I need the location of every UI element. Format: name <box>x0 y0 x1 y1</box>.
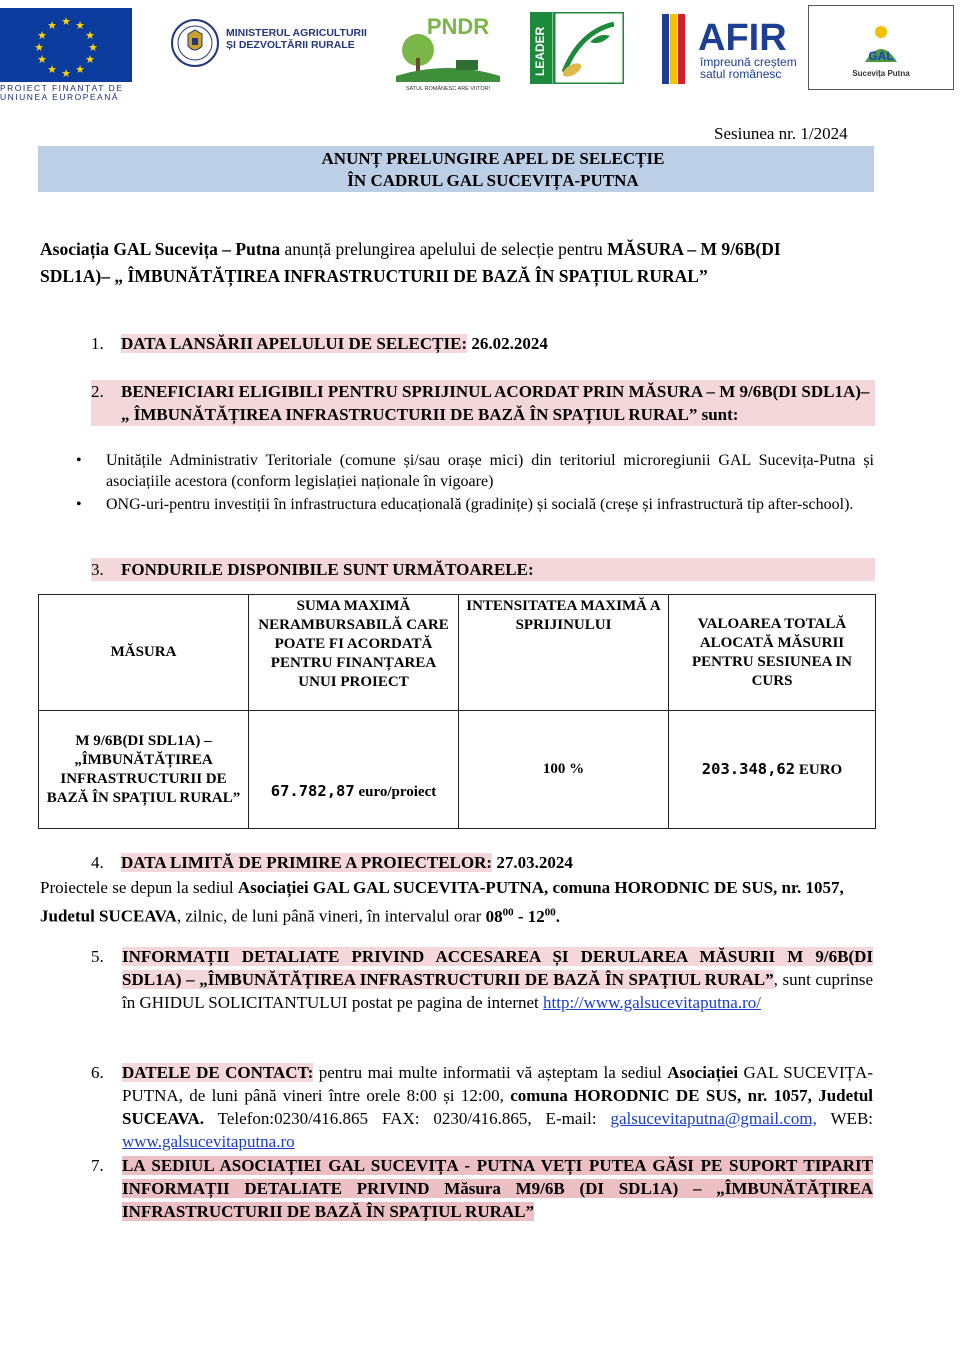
ministry-line-1: MINISTERUL AGRICULTURII <box>226 27 367 39</box>
section-4-address: Asociației GAL GAL SUCEVITA-PUTNA, comuna HORODNIC DE SUS, nr. 1057, Judetul SUCEAVA <box>40 878 844 926</box>
hour-start: 08 <box>485 906 503 926</box>
afir-logo <box>660 10 808 88</box>
section-6-number: 6. <box>91 1063 104 1082</box>
section-6-address: comuna HORODNIC DE SUS, nr. 1057, Judetul SUCEAVA. <box>122 1086 873 1128</box>
email-link[interactable]: galsucevitaputna@gmail.com, <box>610 1109 817 1128</box>
svg-text:★: ★ <box>37 29 47 42</box>
table-header-measure: MĂSURA <box>39 595 249 711</box>
max-amount-unit: euro/proiect <box>354 784 437 800</box>
hour-dash: - <box>513 906 528 926</box>
total-value: 203.348,62 <box>701 759 796 778</box>
gal-logo-icon <box>809 6 953 89</box>
section-5 <box>91 945 873 1014</box>
section-5-label: INFORMAȚII DETALIATE PRIVIND ACCESAREA ȘI DERULAREA MĂSURII M 9/6B(DI SDL1A) – „ÎMBUNĂTĂȚIREA INFRASTRUCTURII DE BAZĂ ÎN SPAȚIUL RURAL” <box>122 947 873 989</box>
gal-label: Sucevița Putna <box>852 69 910 78</box>
intro-org: Asociația GAL Sucevița – Putna <box>40 239 281 259</box>
svg-text:★: ★ <box>34 41 44 54</box>
table-header-row <box>39 595 876 711</box>
total-unit: EURO <box>795 761 843 778</box>
section-6-text-2: GAL SUCEVIȚA- PUTNA, de luni până vineri între orele 8:00 și 12:00, <box>122 1063 873 1105</box>
intro-measure: MĂSURA – M 9/6B(DI SDL1A)– „ ÎMBUNĂTĂȚIREA INFRASTRUCTURII DE BAZĂ ÎN SPAȚIUL RURAL” <box>40 239 781 286</box>
eu-caption-line-1: PROIECT FINANȚAT DE <box>0 83 124 93</box>
leader-icon <box>530 12 624 84</box>
intro-text: anunță prelungirea apelului de selecție pentru <box>280 239 608 259</box>
hour-end: 12 <box>527 906 545 926</box>
section-2-label: BENEFICIARI ELIGIBILI PENTRU SPRIJINUL ACORDAT PRIN MĂSURA – M 9/6B(DI SDL1A)– „ ÎMBUNĂTĂȚIREA INFRASTRUCTURII DE BAZĂ ÎN SPAȚIUL RURAL” sunt: <box>121 382 870 424</box>
title-line-2: ÎN CADRUL GAL SUCEVIȚA-PUTNA <box>347 171 639 190</box>
section-3-number: 3. <box>91 560 104 579</box>
hour-end-min: 00 <box>544 906 556 918</box>
section-2 <box>91 380 875 426</box>
section-4-number: 4. <box>91 853 104 872</box>
eu-caption-line-2: UNIUNEA EUROPEANĂ <box>0 92 120 102</box>
section-5-number: 5. <box>91 947 104 966</box>
ministry-logo <box>168 18 393 68</box>
afir-tricolor-icon <box>660 10 808 88</box>
section-4-label: DATA LIMITĂ DE PRIMIRE A PROIECTELOR: <box>121 853 493 872</box>
table-cell-measure: M 9/6B(DI SDL1A) – „ÎMBUNĂTĂȚIREA INFRASTRUCTURII DE BAZĂ ÎN SPAȚIUL RURAL” <box>39 711 249 829</box>
svg-text:★: ★ <box>75 19 85 32</box>
section-6-text-3: Telefon:0230/416.865 FAX: 0230/416.865, E-mail: <box>204 1109 611 1128</box>
eu-caption <box>0 84 132 102</box>
section-1-number: 1. <box>91 334 104 353</box>
web-link[interactable]: www.galsucevitaputna.ro <box>122 1132 295 1151</box>
table-header-max-amount: SUMA MAXIMĂ NERAMBURSABILĂ CARE POATE FI ACORDATĂ PENTRU FINANȚAREA UNUI PROIECT <box>249 595 459 711</box>
section-7-number: 7. <box>91 1156 104 1175</box>
list-item: • ONG-uri-pentru investiții în infrastructura educațională (gradinițe) și socială (creșe și infrastructură tip after-school). <box>76 494 874 515</box>
guide-link[interactable]: http://www.galsucevitaputna.ro/ <box>543 993 761 1012</box>
table-header-intensity: INTENSITATEA MAXIMĂ A SPRIJINULUI <box>459 595 669 711</box>
svg-text:GAL: GAL <box>868 49 894 63</box>
section-6-bold-1: Asociației <box>667 1063 739 1082</box>
section-4-value: 27.03.2024 <box>492 853 573 872</box>
section-6 <box>91 1061 873 1153</box>
section-1-label: DATA LANSĂRII APELULUI DE SELECȚIE: <box>121 334 468 353</box>
pndr-tree-icon <box>396 10 500 92</box>
funds-table <box>38 594 876 829</box>
afir-tagline-1: împreună creștem <box>700 55 797 69</box>
pndr-caption: SATUL ROMÂNESC ARE VIITOR! <box>405 86 491 92</box>
leader-logo <box>530 12 624 84</box>
section-7 <box>91 1154 873 1223</box>
intro-paragraph <box>40 236 840 290</box>
section-6-text-1: pentru mai multe informatii vă așteptam la sediul <box>313 1063 668 1082</box>
pndr-logo <box>396 10 500 92</box>
page-title <box>38 146 874 192</box>
afir-tagline-2: satul românesc <box>700 67 782 81</box>
section-7-label: LA SEDIUL ASOCIAȚIEI GAL SUCEVIȚA - PUTNA VEȚI PUTEA GĂSI PE SUPORT TIPARIT INFORMAȚII DETALIATE PRIVIND Măsura M9/6B (DI SDL1A) – „ÎMBUNĂTĂȚIREA INFRASTRUCTURII DE BAZĂ ÎN SPAȚIUL RURAL” <box>122 1156 873 1221</box>
section-4-text-c: , zilnic, de luni până vineri, în intervalul orar <box>176 906 486 926</box>
table-cell-intensity: 100 % <box>459 711 669 829</box>
list-item: • Unitățile Administrativ Teritoriale (comune și/sau orașe mici) din teritoriul microregiunii GAL Sucevița-Putna și asociațiile acestora (conform legislației naționale în vigoare) <box>76 450 874 492</box>
gal-logo <box>808 5 954 90</box>
government-seal-icon <box>168 18 222 68</box>
hour-end-dot: . <box>555 906 560 926</box>
section-4-details <box>40 876 872 929</box>
svg-text:★: ★ <box>61 15 71 28</box>
afir-label: AFIR <box>698 17 787 59</box>
section-3-label: FONDURILE DISPONIBILE SUNT URMĂTOARELE: <box>121 560 534 579</box>
svg-text:★: ★ <box>37 53 47 66</box>
section-6-text-4: WEB: <box>816 1109 873 1128</box>
svg-text:★: ★ <box>85 53 95 66</box>
ministry-line-2: ȘI DEZVOLTĂRII RURALE <box>226 39 355 51</box>
svg-text:★: ★ <box>61 67 71 80</box>
section-3 <box>91 558 875 581</box>
table-row <box>39 711 876 829</box>
svg-text:★: ★ <box>75 63 85 76</box>
section-6-label: DATELE DE CONTACT: <box>122 1063 314 1082</box>
svg-text:★: ★ <box>85 29 95 42</box>
svg-text:★: ★ <box>47 19 57 32</box>
table-cell-total <box>669 711 876 829</box>
table-header-total: VALOAREA TOTALĂ ALOCATĂ MĂSURII PENTRU SESIUNEA IN CURS <box>669 595 876 711</box>
eu-logo <box>0 8 132 102</box>
max-amount-value: 67.782,87 <box>270 782 355 800</box>
section-5-text: , sunt cuprinse în GHIDUL SOLICITANTULUI postat pe pagina de internet <box>122 970 873 1012</box>
pndr-label: PNDR <box>426 14 490 39</box>
leader-label: LEADER <box>533 26 547 76</box>
session-number: Sesiunea nr. 1/2024 <box>714 124 848 143</box>
hour-start-min: 00 <box>502 906 514 918</box>
svg-text:★: ★ <box>88 41 98 54</box>
table-cell-max-amount <box>249 711 459 829</box>
eu-flag-icon <box>0 8 132 82</box>
section-2-number: 2. <box>91 382 104 401</box>
section-4 <box>91 853 573 873</box>
title-line-1: ANUNȚ PRELUNGIRE APEL DE SELECȚIE <box>321 149 665 168</box>
section-1-value: 26.02.2024 <box>467 334 548 353</box>
section-1 <box>91 334 548 354</box>
svg-text:★: ★ <box>47 63 57 76</box>
beneficiary-list <box>76 450 874 517</box>
section-4-text-a: Proiectele se depun la sediul <box>40 878 238 897</box>
